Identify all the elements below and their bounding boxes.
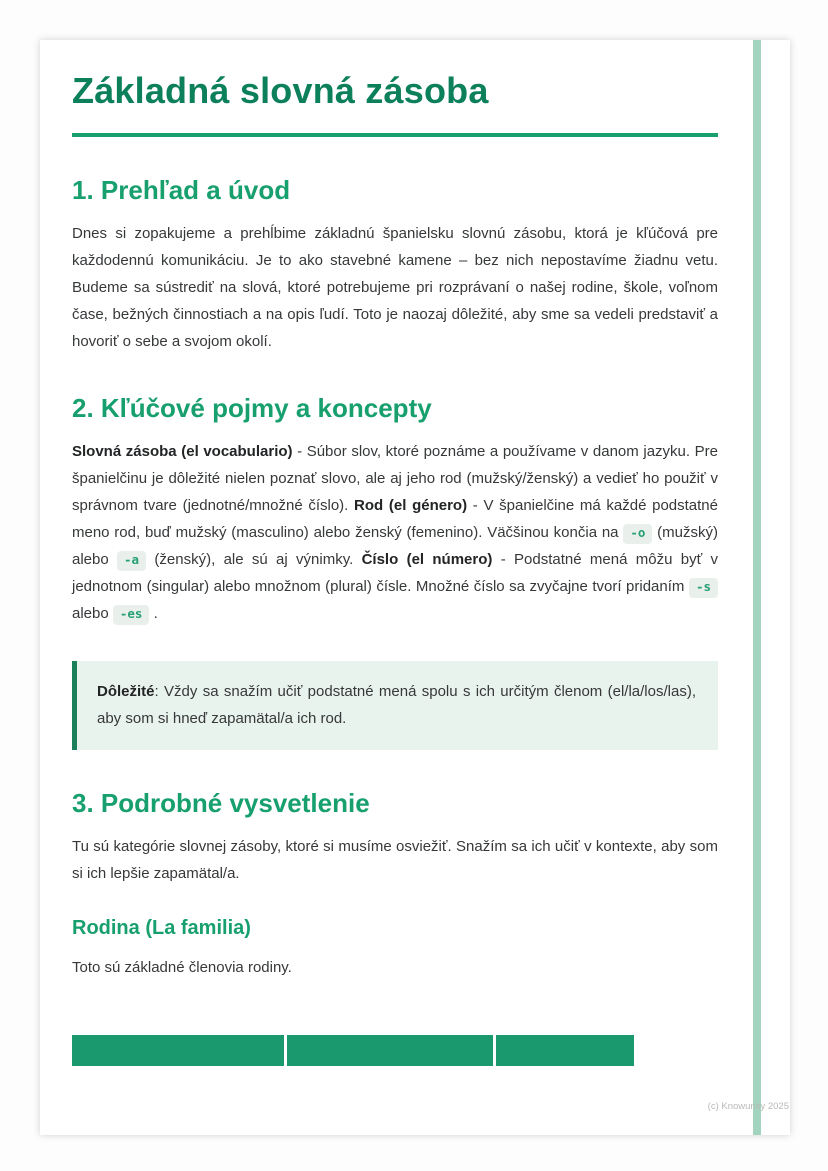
table-header-cell — [496, 1035, 634, 1066]
text-segment: - V španielčine má každé podstatné meno rod, buď mužský (masculino) alebo ženský (femenino). Väčšinou končia na — [72, 497, 718, 542]
section-3-heading: 3. Podrobné vysvetlenie — [72, 787, 370, 818]
section-1-paragraph: Dnes si zopakujeme a prehĺbime základnú španielsku slovnú zásobu, ktorá je kľúčová pre každodennú komunikáciu. Je to ako stavebné kamene – bez nich nepostavíme žiadnu vetu. Budeme sa sústrediť na slová, ktoré potrebujeme pri rozprávaní o našej rodine, škole, voľnom čase, bežných činnostiach a na opis ľudí. Toto je naozaj dôležité, aby sme sa vedeli predstaviť a hovoriť o sebe a svojom okolí. — [72, 225, 718, 351]
code-chip-a: -a — [117, 551, 146, 571]
page-content — [72, 70, 718, 1066]
table-header-cell — [72, 1035, 284, 1066]
text-segment: : Vždy sa snažím učiť podstatné mená spolu s ich určitým členom (el/la/los/las), aby som si hneď zapamätal/a ich rod. — [97, 683, 696, 727]
important-callout — [72, 661, 718, 750]
vocab-table-header-row — [72, 1035, 634, 1066]
section-2-paragraph — [72, 438, 718, 627]
text-segment: . — [149, 605, 158, 623]
title-divider — [72, 133, 718, 137]
subsection-intro-text: Toto sú základné členovia rodiny. — [72, 958, 292, 976]
section-3-paragraph: Tu sú kategórie slovnej zásoby, ktoré si musíme osviežiť. Snažím sa ich učiť v kontexte, aby som si ich lepšie zapamätal/a. — [72, 837, 718, 882]
text-segment: - Súbor slov, ktoré poznáme a používame v danom jazyku. Pre španielčinu je dôležité nielen poznať slovo, ale aj jeho rod (mužský/ženský) a vedieť ho použiť v správnom tvare (jednotné/množné číslo). — [72, 443, 718, 515]
bold-term-genero: Rod (el género) — [354, 497, 468, 515]
subsection-heading-rodina: Rodina (La familia) — [72, 916, 251, 939]
copyright-footer: (c) Knowunity 2025 — [707, 1101, 789, 1112]
bold-term-numero: Číslo (el número) — [361, 551, 493, 569]
code-chip-es: -es — [113, 605, 150, 625]
text-segment: (ženský), ale sú aj výnimky. — [146, 551, 362, 569]
text-segment: alebo — [72, 605, 113, 623]
section-2-heading: 2. Kľúčové pojmy a koncepty — [72, 393, 432, 424]
text-segment: (mužský) alebo — [72, 524, 718, 569]
bold-term-vocabulario: Slovná zásoba (el vocabulario) — [72, 443, 293, 461]
right-accent-bar — [753, 40, 761, 1135]
code-chip-s: -s — [689, 578, 718, 598]
section-1-heading: 1. Prehľad a úvod — [72, 175, 291, 206]
page-sheet — [40, 40, 790, 1135]
callout-text — [97, 679, 696, 732]
code-chip-o: -o — [623, 524, 652, 544]
page-title: Základná slovná zásoba — [72, 70, 489, 111]
table-header-cell — [287, 1035, 493, 1066]
text-segment: - Podstatné mená môžu byť v jednotnom (singular) alebo množnom (plural) čísle. Množné číslo sa zvyčajne tvorí pridaním — [72, 551, 719, 596]
callout-label: Dôležité — [97, 683, 155, 701]
